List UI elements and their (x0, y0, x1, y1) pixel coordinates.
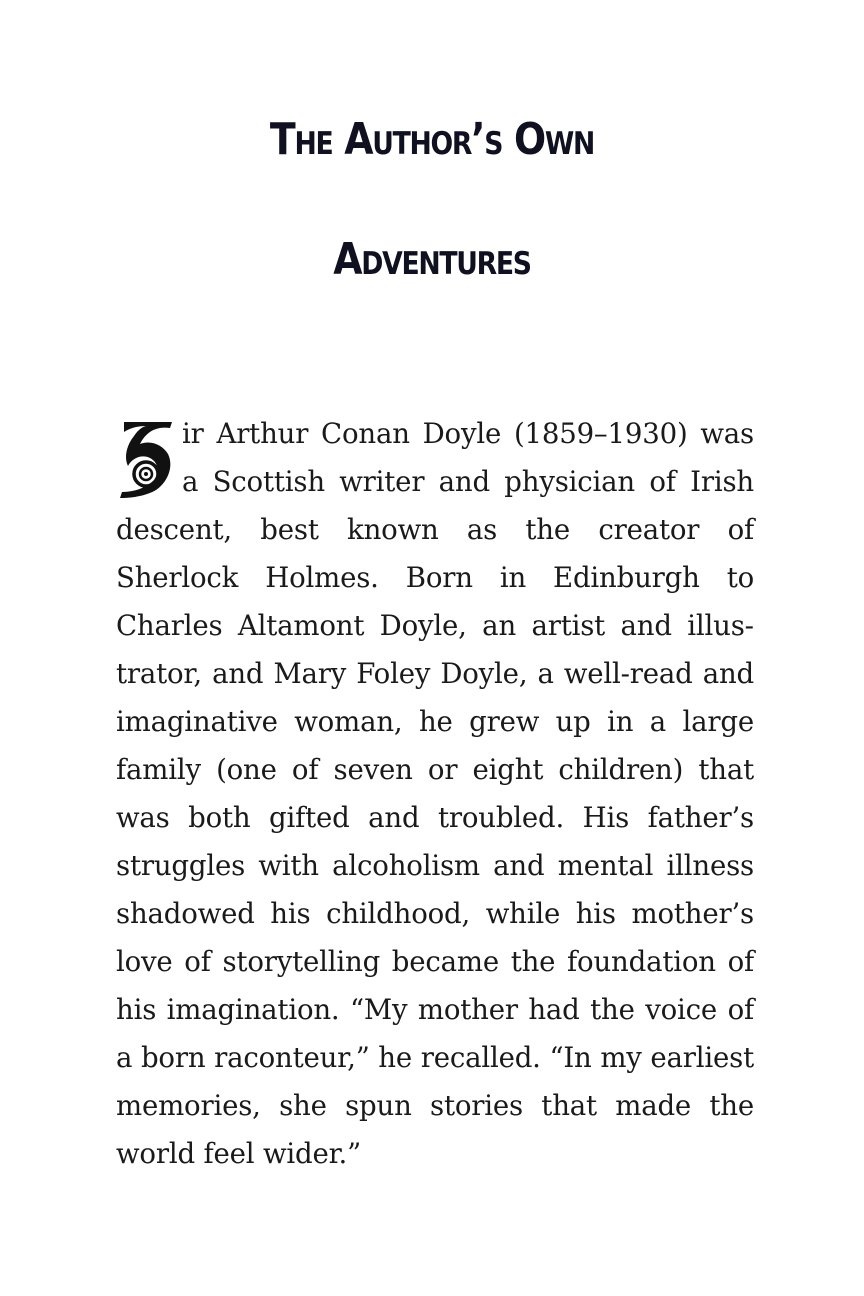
paragraph-text: ir Arthur Conan Doyle (1859–1930) was a Scottish writer and physician of Irish descent, best known as the creator of Sherlock Holmes. Born in Edinburgh to Charles Altamont Doyle, an artist and illustrator, and Mary Foley Doyle, a well-read and imaginative woman, he grew up in a large family (one of seven or eight children) that was both gifted and troubled. His father’s struggles with alcoholism and mental illness shadowed his childhood, while his mother’s love of storytelling became the foundation of his imagination. “My mother had the voice of a born raconteur,” he recalled. “In my earliest memories, she spun stories that made the world feel wider.” (116, 417, 754, 1170)
body-paragraph (116, 410, 754, 1178)
chapter-title (0, 110, 864, 290)
dropcap-s-glyph (116, 418, 176, 504)
chapter-title-line-1: The Author’s Own (269, 114, 595, 165)
chapter-title-line-2: Adventures (333, 234, 531, 285)
dropcap-letter (116, 418, 176, 504)
